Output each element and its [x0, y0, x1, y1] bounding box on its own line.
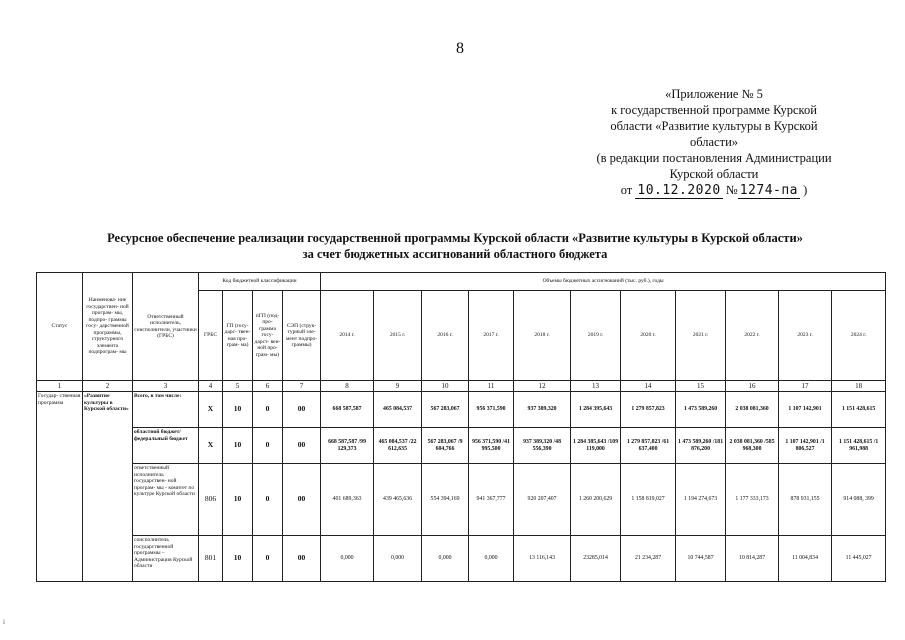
index-cell: 12	[514, 381, 571, 392]
value-cell: 1 260 200,629	[571, 464, 621, 536]
value-cell: 21 234,287	[621, 536, 676, 582]
sep-cell: 00	[283, 428, 321, 464]
index-cell: 17	[779, 381, 832, 392]
resource-table	[36, 272, 886, 582]
value-cell: 914 088, 399	[832, 464, 886, 536]
page-number: 8	[456, 40, 464, 57]
header-year: 2022 г.	[726, 291, 779, 381]
sep-cell: 00	[283, 536, 321, 582]
value-cell: 0,000	[321, 536, 374, 582]
index-cell: 9	[374, 381, 422, 392]
index-cell: 11	[469, 381, 514, 392]
index-cell: 15	[676, 381, 726, 392]
title-line-1: Ресурсное обеспечение реализации государственной программы Курской области «Развитие культуры в Курской области»	[107, 231, 803, 245]
value-cell: 11 445,027	[832, 536, 886, 582]
gp-cell: 10	[223, 464, 253, 536]
program-name-cell: «Развитие культуры в Курской области»	[83, 392, 133, 582]
appendix-date-line	[580, 182, 848, 199]
index-cell: 14	[621, 381, 676, 392]
grbs-cell: 806	[199, 464, 223, 536]
header-gp: ГП (госу- дарс- твен- ная про- грам- ма)	[223, 291, 253, 381]
appendix-line: к государственной программе Курской	[611, 103, 817, 117]
index-cell: 5	[223, 381, 253, 392]
value-cell: 1 279 857,823	[621, 392, 676, 428]
grbs-cell: X	[199, 392, 223, 428]
table-row	[37, 464, 886, 536]
value-cell: 2 038 081,360 /585 968,300	[726, 428, 779, 464]
pgp-cell: 0	[253, 536, 283, 582]
index-cell: 10	[422, 381, 469, 392]
value-cell: 10 744,587	[676, 536, 726, 582]
value-cell: 937 389,320	[514, 392, 571, 428]
value-cell: 1 473 589,260 /181 876,200	[676, 428, 726, 464]
value-cell: 668 587,587 /99 129,373	[321, 428, 374, 464]
index-cell: 4	[199, 381, 223, 392]
value-cell: 1 107 142,901 /1 806,527	[779, 428, 832, 464]
header-sep: СЭП (струк- турный эле- мент подпро- граммы)	[283, 291, 321, 381]
header-codes-group: Код бюджетной классификации	[199, 273, 321, 291]
value-cell: 439 465,636	[374, 464, 422, 536]
index-cell: 3	[133, 381, 199, 392]
table-row	[37, 536, 886, 582]
sep-cell: 00	[283, 392, 321, 428]
header-year: 2014 г.	[321, 291, 374, 381]
appendix-line: Курской области	[669, 167, 759, 181]
margin-mark: i	[3, 618, 5, 626]
value-cell: 956 371,590	[469, 392, 514, 428]
value-cell: 465 084,537 /22 612,635	[374, 428, 422, 464]
header-year: 2021 г.	[676, 291, 726, 381]
value-cell: 1 151 428,615	[832, 392, 886, 428]
value-cell: 956 371,590 /41 995,500	[469, 428, 514, 464]
index-cell: 8	[321, 381, 374, 392]
header-status: Статус	[37, 273, 83, 381]
table-row	[37, 428, 886, 464]
value-cell: 554 394,169	[422, 464, 469, 536]
value-cell: 1 177 333,173	[726, 464, 779, 536]
value-cell: 1 151 428,615 /1 961,988	[832, 428, 886, 464]
value-cell: 23285,014	[571, 536, 621, 582]
sep-cell: 00	[283, 464, 321, 536]
value-cell: 1 107 142,901	[779, 392, 832, 428]
header-year: 2019 г.	[571, 291, 621, 381]
value-cell: 567 283,067 /9 604,766	[422, 428, 469, 464]
executor-cell: соисполнитель государственной программы – Администрация Курской области	[133, 536, 199, 582]
header-pgp: пГП (под- про- грамма госу- дарст- вен- ной про- грам- мы)	[253, 291, 283, 381]
status-cell: Государ- ственная программа	[37, 392, 83, 582]
executor-cell: областной бюджет/ федеральный бюджет	[133, 428, 199, 464]
value-cell: 2 038 081,360	[726, 392, 779, 428]
index-cell: 13	[571, 381, 621, 392]
value-cell: 920 207,407	[514, 464, 571, 536]
value-cell: 465 084,537	[374, 392, 422, 428]
header-name: Наименова- ние государствен- ной програм- мы, подпро- граммы госу- дарственной программы, структурного элемента подпрограм- мы	[83, 273, 133, 381]
gp-cell: 10	[223, 428, 253, 464]
gp-cell: 10	[223, 392, 253, 428]
date-prefix: от	[620, 183, 633, 197]
pgp-cell: 0	[253, 428, 283, 464]
header-year: 2018 г.	[514, 291, 571, 381]
handwritten-date: 10.12.2020	[637, 183, 721, 198]
header-year: 2023 г.	[779, 291, 832, 381]
title-line-2: за счет бюджетных ассигнований областного бюджета	[302, 247, 608, 261]
value-cell: 10 814,287	[726, 536, 779, 582]
value-cell: 1 284 385,643 /109 119,000	[571, 428, 621, 464]
value-cell: 937 389,320 /48 556,390	[514, 428, 571, 464]
index-cell: 7	[283, 381, 321, 392]
header-year: 2024 г.	[832, 291, 886, 381]
header-year: 2016 г.	[422, 291, 469, 381]
index-cell: 1	[37, 381, 83, 392]
pgp-cell: 0	[253, 392, 283, 428]
handwritten-number: 1274-па	[739, 183, 799, 198]
index-cell: 6	[253, 381, 283, 392]
value-cell: 941 367,777	[469, 464, 514, 536]
appendix-line: (в редакции постановления Администрации	[596, 151, 832, 165]
value-cell: 1 279 857,823 /61 637,400	[621, 428, 676, 464]
index-cell: 16	[726, 381, 779, 392]
index-cell: 2	[83, 381, 133, 392]
executor-cell: ответственный исполнитель государствен- ной програм- мы - комитет по культуре Курской области	[133, 464, 199, 536]
appendix-line: области»	[689, 135, 739, 149]
header-executor: Ответственный исполнитель, соисполнители, участники (ГРБС)	[133, 273, 199, 381]
grbs-cell: X	[199, 428, 223, 464]
header-year: 2017 г.	[469, 291, 514, 381]
value-cell: 1 284 395,643	[571, 392, 621, 428]
closing-paren: )	[803, 183, 808, 197]
grbs-cell: 801	[199, 536, 223, 582]
number-prefix: №	[725, 183, 738, 197]
index-cell: 18	[832, 381, 886, 392]
value-cell: 1 194 274,673	[676, 464, 726, 536]
document-title	[60, 230, 850, 262]
appendix-line: «Приложение № 5	[665, 87, 763, 101]
value-cell: 0,000	[374, 536, 422, 582]
value-cell: 0,000	[422, 536, 469, 582]
value-cell: 13 116,143	[514, 536, 571, 582]
value-cell: 11 004,834	[779, 536, 832, 582]
value-cell: 1 473 589,260	[676, 392, 726, 428]
header-grbs: ГРБС	[199, 291, 223, 381]
pgp-cell: 0	[253, 464, 283, 536]
header-volumes-group: Объемы бюджетных ассигнований (тыс. руб.), годы	[321, 273, 886, 291]
executor-cell: Всего, в том числе:	[133, 392, 199, 428]
gp-cell: 10	[223, 536, 253, 582]
value-cell: 668 587,587	[321, 392, 374, 428]
value-cell: 401 689,363	[321, 464, 374, 536]
appendix-line: области «Развитие культуры в Курской	[610, 119, 818, 133]
header-year: 2020 г.	[621, 291, 676, 381]
table-row	[37, 392, 886, 428]
appendix-block	[580, 86, 848, 199]
header-year: 2015 г.	[374, 291, 422, 381]
value-cell: 1 158 819,027	[621, 464, 676, 536]
value-cell: 0,000	[469, 536, 514, 582]
index-row	[37, 381, 886, 392]
value-cell: 567 283,067	[422, 392, 469, 428]
value-cell: 878 931,155	[779, 464, 832, 536]
